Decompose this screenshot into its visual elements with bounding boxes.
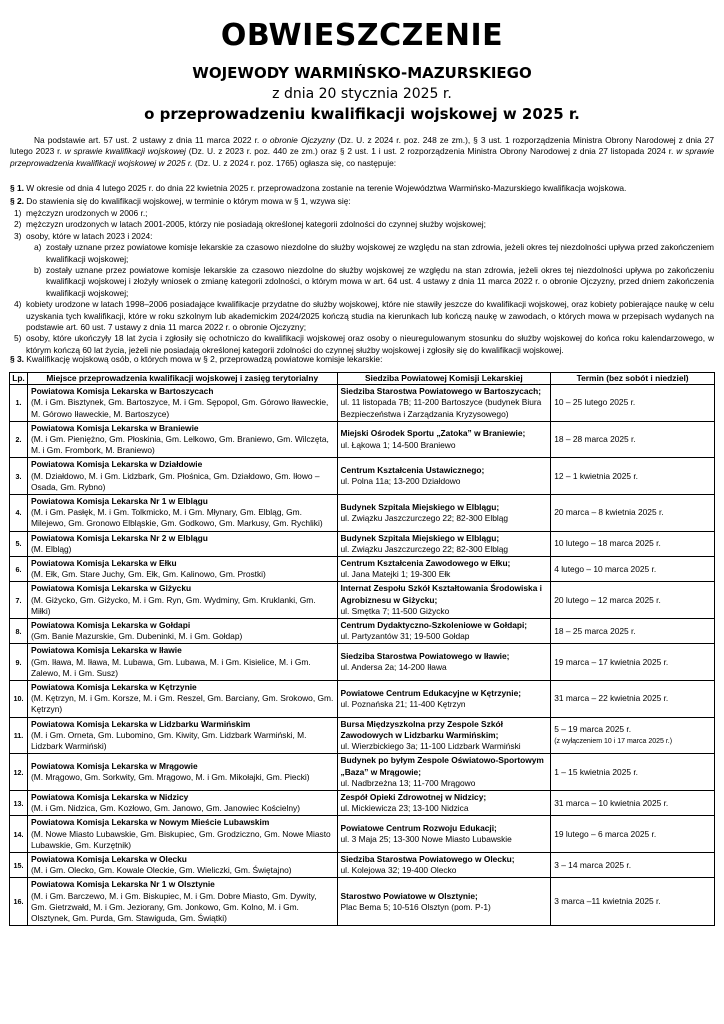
row-lp: 4. xyxy=(10,495,28,532)
list-item-number: 2) xyxy=(14,219,22,230)
row-seat xyxy=(337,754,551,791)
row-term xyxy=(551,582,715,619)
table-row xyxy=(10,531,715,556)
row-term xyxy=(551,458,715,495)
term-text: 5 – 19 marca 2025 r. xyxy=(554,723,632,734)
seat-name: Powiatowe Centrum Rozwoju Edukacji; xyxy=(340,822,497,833)
document-subtitle: WOJEWODY WARMIŃSKO-MAZURSKIEGO xyxy=(192,64,532,82)
table-body xyxy=(10,385,715,926)
commission-area: (M. Kętrzyn, M. i Gm. Korsze, M. i Gm. Reszel, Gm. Barciany, Gm. Srokowo, Gm. Kętrzyn) xyxy=(30,693,334,715)
commission-area: (M. Giżycko, Gm. Giżycko, M. i Gm. Ryn, Gm. Wydminy, Gm. Kruklanki, Gm. Miłki) xyxy=(30,594,316,616)
term-note: (z wyłączeniem 10 i 17 marca 2025 r.) xyxy=(554,737,673,745)
section-3 xyxy=(10,354,714,365)
term-text: 19 marca – 17 kwietnia 2025 r. xyxy=(554,656,669,667)
row-term xyxy=(551,619,715,644)
list-item-number: 5) xyxy=(14,333,22,344)
header-term: Termin (bez sobót i niedziel) xyxy=(551,373,715,385)
list-item-text: kobiety urodzone w latach 1998–2006 posiadające kwalifikacje przydatne do służby wojskowej, które nie stawiły jeszcze do kwalifikacji wojskowej, oraz kobiety pobierające naukę w celu uzyskania tych kwalifikacji, które w roku szkolnym lub akademickim 2024/2025 kończą studia na kierunkach lub kończą naukę w zawodach, o których mowa w przepisach wydanych na podstawie art. 60 ust. 7 ustawy z dnia 11 marca 2022 r. o obronie Ojczyzny; xyxy=(26,299,714,333)
seat-name: Internat Zespołu Szkół Kształtowania Środowiska i Agrobiznesu w Giżycku; xyxy=(340,583,543,605)
row-lp: 1. xyxy=(10,385,28,422)
section-3-text: Kwalifikację wojskową osób, o których mowa w § 2, przeprowadzą powiatowe komisje lekarskie: xyxy=(23,354,383,364)
row-seat xyxy=(337,644,551,681)
term-text: 1 – 15 kwietnia 2025 r. xyxy=(554,766,639,777)
commission-name: Powiatowa Komisja Lekarska w Braniewie xyxy=(30,422,199,433)
list-item-number: 1) xyxy=(14,208,22,218)
commission-area: (M. i Gm. Pieniężno, Gm. Płoskinia, Gm. Lelkowo, Gm. Braniewo, Gm. Wilczęta, M. i Gm. Frombork, M. Braniewo) xyxy=(30,434,329,456)
row-seat xyxy=(337,385,551,422)
row-place xyxy=(27,421,337,458)
row-place xyxy=(27,619,337,644)
row-term xyxy=(551,790,715,815)
row-place xyxy=(27,852,337,877)
row-place xyxy=(27,495,337,532)
row-lp: 2. xyxy=(10,421,28,458)
row-term xyxy=(551,852,715,877)
term-text: 3 marca –11 kwietnia 2025 r. xyxy=(554,896,661,907)
table-row xyxy=(10,421,715,458)
seat-name: Budynek Szpitala Miejskiego w Elblągu; xyxy=(340,501,500,512)
seat-address: ul. Łąkowa 1; 14-500 Braniewo xyxy=(340,439,456,450)
commission-area: (Gm. Iława, M. Iława, M. Lubawa, Gm. Lubawa, M. i Gm. Kisielice, M. i Gm. Zalewo, M. i Gm. Susz) xyxy=(30,656,311,678)
row-lp: 6. xyxy=(10,557,28,582)
table-row xyxy=(10,458,715,495)
commission-name: Powiatowa Komisja Lekarska w Nidzicy xyxy=(30,791,189,802)
row-term xyxy=(551,681,715,718)
seat-address: ul. Smętka 7; 11-500 Giżycko xyxy=(340,605,450,616)
row-place xyxy=(27,385,337,422)
row-term xyxy=(551,421,715,458)
row-place xyxy=(27,717,337,754)
seat-address: ul. Polna 11a; 13-200 Działdowo xyxy=(340,476,461,487)
row-term xyxy=(551,557,715,582)
table-row xyxy=(10,385,715,422)
list-item-number: 4) xyxy=(14,299,22,310)
table-row xyxy=(10,582,715,619)
commission-area: (M. i Gm. Barczewo, M. i Gm. Biskupiec, M. i Gm. Dobre Miasto, Gm. Dywity, Gm. Gietrzwałd, M. i Gm. Jeziorany, Gm. Jonkowo, Gm. Kolno, M. i Gm. Olsztynek, Gm. Purda, Gm. Stawiguda, Gm. Świątki) xyxy=(30,890,317,923)
list-item-number: a) xyxy=(34,242,42,253)
row-seat xyxy=(337,878,551,926)
term-text: 20 lutego – 12 marca 2025 r. xyxy=(554,594,661,605)
section-3-label: § 3. xyxy=(10,354,24,364)
commission-name: Powiatowa Komisja Lekarska w Ełku xyxy=(30,558,177,569)
intro-italic-1: o obronie Ojczyzny xyxy=(262,135,335,145)
term-text: 18 – 28 marca 2025 r. xyxy=(554,434,636,445)
row-lp: 7. xyxy=(10,582,28,619)
row-place xyxy=(27,878,337,926)
seat-name: Siedziba Starostwa Powiatowego w Bartoszycach; xyxy=(340,386,542,397)
commission-name: Powiatowa Komisja Lekarska w Iławie xyxy=(30,645,182,656)
seat-address: ul. Jana Matejki 1; 19-300 Ełk xyxy=(340,569,451,580)
section-2-label: § 2. xyxy=(10,196,24,206)
row-lp: 14. xyxy=(10,816,28,853)
intro-paragraph xyxy=(10,135,714,169)
list-item xyxy=(10,231,714,242)
list-item-number: 3) xyxy=(14,230,22,241)
row-seat xyxy=(337,458,551,495)
row-lp: 11. xyxy=(10,717,28,754)
row-seat xyxy=(337,531,551,556)
commissions-table xyxy=(9,372,715,926)
commission-name: Powiatowa Komisja Lekarska w Giżycku xyxy=(30,583,192,594)
seat-name: Bursa Międzyszkolna przy Zespole Szkół Zawodowych w Lidzbarku Warmińskim; xyxy=(340,718,503,740)
intro-italic-3: w sprawie przeprowadzenia kwalifikacji wojskowej w 2025 r. xyxy=(10,146,714,168)
term-text: 10 – 25 lutego 2025 r. xyxy=(554,397,636,408)
intro-text-4: (Dz. U. z 2024 r. poz. 1765) ogłasza się, co następuje: xyxy=(192,157,397,168)
seat-address: ul. Mickiewicza 23; 13-100 Nidzica xyxy=(340,803,469,814)
commission-area: (M. i Gm. Nidzica, Gm. Kozłowo, Gm. Janowo, Gm. Janowiec Kościelny) xyxy=(30,803,300,814)
row-lp: 5. xyxy=(10,531,28,556)
term-text: 31 marca – 22 kwietnia 2025 r. xyxy=(554,693,669,704)
row-seat xyxy=(337,816,551,853)
commission-area: (M. i Gm. Olecko, Gm. Kowale Oleckie, Gm. Wieliczki, Gm. Świętajno) xyxy=(30,865,292,876)
term-text: 31 marca – 10 kwietnia 2025 r. xyxy=(554,797,669,808)
row-place xyxy=(27,816,337,853)
table-row xyxy=(10,681,715,718)
seat-name: Siedziba Starostwa Powiatowego w Olecku; xyxy=(340,853,515,864)
row-place xyxy=(27,681,337,718)
term-text: 4 lutego – 10 marca 2025 r. xyxy=(554,563,657,574)
table-row xyxy=(10,878,715,926)
document-title: OBWIESZCZENIE xyxy=(220,18,504,53)
section-1-text: W okresie od dnia 4 lutego 2025 r. do dnia 22 kwietnia 2025 r. przeprowadzona zostanie na terenie Województwa Warmińsko-Mazurskiego kwalifikacja wojskowa. xyxy=(23,183,627,193)
row-seat xyxy=(337,681,551,718)
seat-name: Centrum Kształcenia Ustawicznego; xyxy=(340,465,485,476)
seat-address: ul. Partyzantów 31; 19-500 Gołdap xyxy=(340,631,470,642)
table-row xyxy=(10,717,715,754)
row-place xyxy=(27,582,337,619)
intro-text-1: Na podstawie art. 57 ust. 2 ustawy z dnia 11 marca 2022 r. xyxy=(34,135,263,145)
header-seat: Siedziba Powiatowej Komisji Lekarskiej xyxy=(337,373,551,385)
list-subitem xyxy=(10,265,714,299)
seat-address: ul. Kolejowa 32; 19-400 Olecko xyxy=(340,865,457,876)
term-text: 19 lutego – 6 marca 2025 r. xyxy=(554,828,657,839)
commission-area: (M. i Gm. Orneta, Gm. Lubomino, Gm. Kiwity, Gm. Lidzbark Warmiński, M. Lidzbark Warmiński) xyxy=(30,729,307,752)
row-place xyxy=(27,458,337,495)
row-lp: 8. xyxy=(10,619,28,644)
row-lp: 15. xyxy=(10,852,28,877)
row-term xyxy=(551,754,715,791)
commission-name: Powiatowa Komisja Lekarska w Gołdapi xyxy=(30,620,191,631)
row-lp: 12. xyxy=(10,754,28,791)
commission-name: Powiatowa Komisja Lekarska w Nowym Mieście Lubawskim xyxy=(30,817,270,828)
seat-name: Starostwo Powiatowe w Olsztynie; xyxy=(340,890,478,901)
list-subitem xyxy=(10,242,714,265)
table-row xyxy=(10,790,715,815)
table-row xyxy=(10,557,715,582)
commission-name: Powiatowa Komisja Lekarska w Bartoszycach xyxy=(30,386,214,397)
section-1 xyxy=(10,183,714,194)
row-place xyxy=(27,754,337,791)
row-seat xyxy=(337,790,551,815)
commission-area: (Gm. Banie Mazurskie, Gm. Dubeninki, M. i Gm. Gołdap) xyxy=(30,631,243,642)
seat-address: ul. Związku Jaszczurczego 22; 82-300 Elbląg xyxy=(340,512,509,523)
seat-address: ul. Nadbrzeżna 13; 11-700 Mrągowo xyxy=(340,777,476,788)
commission-name: Powiatowa Komisja Lekarska w Działdowie xyxy=(30,459,203,470)
seat-name: Siedziba Starostwa Powiatowego w Iławie; xyxy=(340,651,510,662)
seat-name: Budynek Szpitala Miejskiego w Elblągu; xyxy=(340,532,500,543)
commission-area: (M. Działdowo, M. i Gm. Lidzbark, Gm. Płośnica, Gm. Działdowo, Gm. Iłowo – Osada, Gm. Rybno) xyxy=(30,470,320,492)
table-row xyxy=(10,619,715,644)
commission-name: Powiatowa Komisja Lekarska w Olecku xyxy=(30,853,187,864)
commission-area: (M. Elbląg) xyxy=(30,543,72,554)
intro-italic-2: w sprawie kwalifikacji wojskowej xyxy=(64,146,186,157)
row-term xyxy=(551,816,715,853)
list-item-text: osoby, które w latach 2023 i 2024: xyxy=(26,230,153,241)
seat-name: Budynek po byłym Zespole Oświatowo-Sportowym „Baza” w Mrągowie; xyxy=(340,755,544,777)
row-seat xyxy=(337,619,551,644)
row-seat xyxy=(337,421,551,458)
row-lp: 10. xyxy=(10,681,28,718)
list-item-text: zostały uznane przez powiatowe komisje lekarskie za czasowo niezdolne do służby wojskowej ze względu na stan zdrowia, jeżeli okres tej niezdolności upływa po zakończeniu kwalifikacji wojskowej i złożyły wniosek o zmianę kategorii zdolności, o którym mowa w art. 64 ust. 4 ustawy z dnia 11 marca 2022 r. o obronie Ojczyzny, przed dniem zakończenia kwalifikacji wojskowej; xyxy=(46,265,714,298)
commission-name: Powiatowa Komisja Lekarska w Lidzbarku Warmińskim xyxy=(30,718,251,729)
row-place xyxy=(27,531,337,556)
table-row xyxy=(10,644,715,681)
term-text: 3 – 14 marca 2025 r. xyxy=(554,859,632,870)
row-term xyxy=(551,531,715,556)
section-2-list xyxy=(10,208,714,356)
term-text: 10 lutego – 18 marca 2025 r. xyxy=(554,538,661,549)
term-text: 20 marca – 8 kwietnia 2025 r. xyxy=(554,507,664,518)
row-lp: 3. xyxy=(10,458,28,495)
seat-address: ul. Poznańska 21; 11-400 Kętrzyn xyxy=(340,698,466,709)
list-item-text: zostały uznane przez powiatowe komisje lekarskie za czasowo niezdolne do służby wojskowej ze względu na stan zdrowia, jeżeli okres tej niezdolności upływa przed zakończeniem kwalifikacji wojskowej; xyxy=(46,242,715,264)
row-lp: 9. xyxy=(10,644,28,681)
seat-address: ul. Andersa 2a; 14-200 Iława xyxy=(340,662,447,673)
commission-area: (M. i Gm. Pasłęk, M. i Gm. Tolkmicko, M. i Gm. Młynary, Gm. Elbląg, Gm. Milejewo, Gm. Gronowo Elbląskie, Gm. Godkowo, Gm. Markusy, Gm. Rychliki) xyxy=(30,507,323,529)
section-1-label: § 1. xyxy=(10,183,24,193)
row-seat xyxy=(337,557,551,582)
row-place xyxy=(27,790,337,815)
row-term xyxy=(551,717,715,754)
commission-area: (M. Ełk, Gm. Stare Juchy, Gm. Ełk, Gm. Kalinowo, Gm. Prostki) xyxy=(30,569,266,580)
list-item xyxy=(10,219,714,230)
list-item xyxy=(10,333,714,356)
header-lp: Lp. xyxy=(10,373,28,385)
row-seat xyxy=(337,717,551,754)
table-row xyxy=(10,816,715,853)
intro-text-2: (Dz. U. z 2024 r. poz. 248 ze zm.), § 3 ust. 1 rozporządzenia Ministra Obrony Narodowej z dnia 27 lutego 2023 r. xyxy=(10,135,714,157)
seat-address: ul. 3 Maja 25; 13-300 Nowe Miasto Lubawskie xyxy=(340,834,512,845)
seat-name: Miejski Ośrodek Sportu „Zatoka” w Braniewie; xyxy=(340,428,526,439)
section-2 xyxy=(10,196,714,207)
commission-name: Powiatowa Komisja Lekarska Nr 2 w Elblągu xyxy=(30,532,208,543)
commission-name: Powiatowa Komisja Lekarska Nr 1 w Elblągu xyxy=(30,496,208,507)
list-item xyxy=(10,208,714,219)
seat-address: ul. Związku Jaszczurczego 22; 82-300 Elbląg xyxy=(340,543,509,554)
commission-area: (M. Mrągowo, Gm. Sorkwity, Gm. Mrągowo, M. i Gm. Mikołajki, Gm. Piecki) xyxy=(30,772,310,783)
section-2-text: Do stawienia się do kwalifikacji wojskowej, w terminie o którym mowa w § 1, wzywa się: xyxy=(23,196,351,206)
row-term xyxy=(551,495,715,532)
seat-address: ul. Wierzbickiego 3a; 11-100 Lidzbark Warmiński xyxy=(340,741,521,752)
table-header-row xyxy=(10,373,715,385)
list-item-text: mężczyzn urodzonych w 2006 r.; xyxy=(26,208,148,218)
commission-area: (M. Nowe Miasto Lubawskie, Gm. Biskupiec, Gm. Grodziczno, Gm. Nowe Miasto Lubawskie, Gm. Kurzętnik) xyxy=(30,828,331,850)
commission-name: Powiatowa Komisja Lekarska w Mrągowie xyxy=(30,760,198,771)
commission-area: (M. i Gm. Bisztynek, Gm. Bartoszyce, M. i Gm. Sępopol, Gm. Górowo Iławeckie, M. Górowo Iławeckie, M. Bartoszyce) xyxy=(30,397,329,419)
row-term xyxy=(551,878,715,926)
list-item-text: mężczyzn urodzonych w latach 2001-2005, którzy nie posiadają określonej kategorii zdolności do czynnej służby wojskowej; xyxy=(26,219,486,230)
row-seat xyxy=(337,495,551,532)
seat-address: Plac Bema 5; 10-516 Olsztyn (pom. P-1) xyxy=(340,901,491,912)
row-term xyxy=(551,385,715,422)
seat-address: ul. 11 listopada 7B; 11-200 Bartoszyce (budynek Biura Bezpieczeństwa i Zarządzania Kryzysowego) xyxy=(340,397,542,419)
commission-name: Powiatowa Komisja Lekarska w Kętrzynie xyxy=(30,682,197,693)
table-row xyxy=(10,852,715,877)
seat-name: Powiatowe Centrum Edukacyjne w Kętrzynie; xyxy=(340,687,522,698)
seat-name: Centrum Kształcenia Zawodowego w Ełku; xyxy=(340,558,511,569)
commission-name: Powiatowa Komisja Lekarska Nr 1 w Olsztynie xyxy=(30,879,215,890)
document-heading: o przeprowadzeniu kwalifikacji wojskowej w 2025 r. xyxy=(144,105,580,123)
row-seat xyxy=(337,852,551,877)
header-place: Miejsce przeprowadzenia kwalifikacji wojskowej i zasięg terytorialny xyxy=(27,373,337,385)
term-text: 18 – 25 marca 2025 r. xyxy=(554,625,636,636)
document-date: z dnia 20 stycznia 2025 r. xyxy=(272,86,452,102)
row-term xyxy=(551,644,715,681)
row-place xyxy=(27,644,337,681)
row-lp: 16. xyxy=(10,878,28,926)
row-lp: 13. xyxy=(10,790,28,815)
table-row xyxy=(10,754,715,791)
intro-text-3: (Dz. U. z 2023 r. poz. 440 ze zm.) oraz § 2 ust. 1 i ust. 2 rozporządzenia Ministra Obrony Narodowej z dnia 27 listopada 2024 r. xyxy=(185,146,677,157)
table-row xyxy=(10,495,715,532)
list-item xyxy=(10,299,714,333)
seat-name: Centrum Dydaktyczno-Szkoleniowe w Gołdapi; xyxy=(340,620,528,631)
seat-name: Zespół Opieki Zdrowotnej w Nidzicy; xyxy=(340,791,487,802)
row-place xyxy=(27,557,337,582)
list-item-number: b) xyxy=(34,265,42,276)
row-seat xyxy=(337,582,551,619)
term-text: 12 – 1 kwietnia 2025 r. xyxy=(554,470,639,481)
list-item-text: osoby, które ukończyły 18 lat życia i zgłosiły się ochotniczo do kwalifikacji wojskowej oraz osoby o nieuregulowanym stosunku do służby wojskowej do końca roku kalendarzowego, w którym kończą 60 lat życia, jeżeli nie posiadają określonej kategorii zdolności do czynnej służby wojskowej i zgłosiły się do kwalifikacji wojskowej. xyxy=(26,333,714,355)
